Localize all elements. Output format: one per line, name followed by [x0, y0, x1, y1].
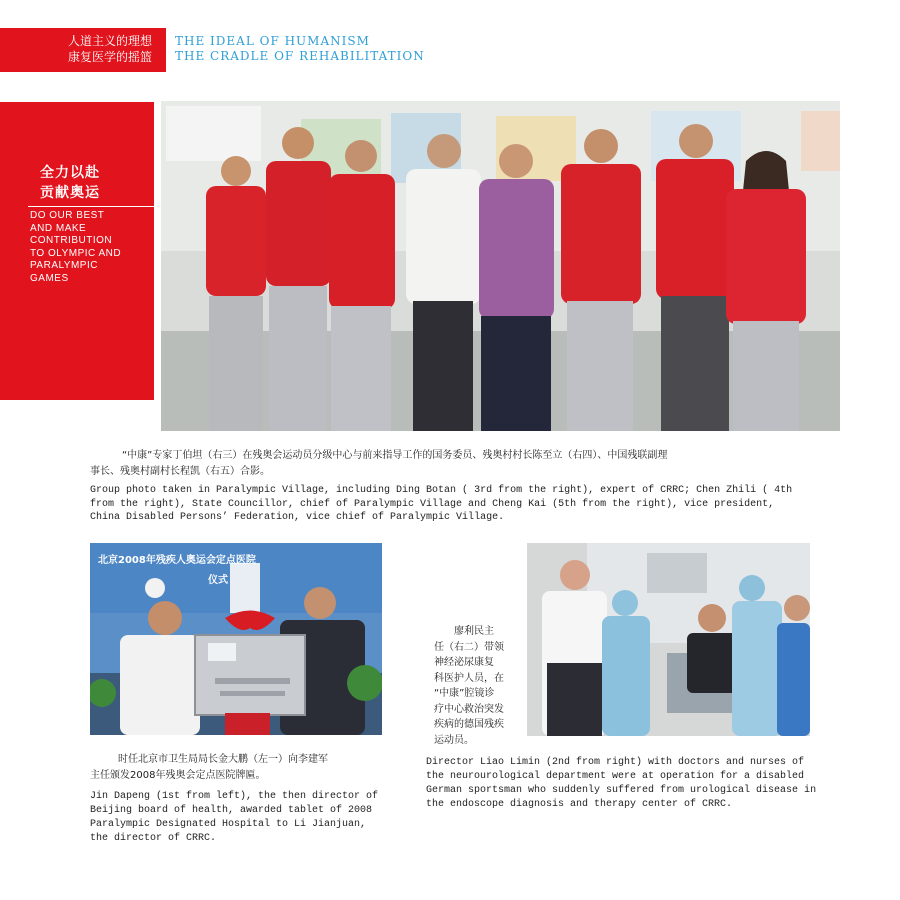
caption-cn-line: “中康”腔镜诊: [434, 688, 495, 699]
caption-cn-line: 神经泌尿康复: [434, 657, 494, 668]
ceremony-banner-text-2: 仪式: [208, 575, 228, 586]
section-en-line: GAMES: [30, 272, 69, 284]
group-photo: [161, 101, 840, 431]
caption-en-line: the neurourological department were at operation for a disabled: [426, 771, 805, 782]
header-title-cn-1: 人道主义的理想: [68, 34, 153, 48]
caption-en-line: Jin Dapeng (1st from left), the then director of: [90, 791, 379, 802]
caption-cn-line: 廖利民主: [454, 626, 494, 637]
section-title-cn-2: 贡献奥运: [40, 185, 100, 201]
plaque-ceremony-photo: [90, 543, 382, 735]
group-photo-caption-cn: [90, 448, 667, 480]
caption-en-line: Group photo taken in Paralympic Village, including Ding Botan ( 3rd from the right), expert of CRRC; Chen Zhili ( 4th: [90, 485, 793, 496]
caption-cn-line: 事长、残奥村副村长程凯（右五）合影。: [90, 466, 270, 477]
header-title-en-1: THE IDEAL OF HUMANISM: [175, 34, 370, 48]
caption-en-line: China Disabled Persons’ Federation, vice chief of Paralympic Village.: [90, 512, 505, 523]
caption-en-line: Beijing board of health, awarded tablet of 2008: [90, 805, 373, 816]
section-divider: [28, 206, 154, 207]
caption-cn-line: 时任北京市卫生局局长金大鹏（左一）向李建军: [118, 754, 328, 765]
ceremony-banner-text: 北京2008年残疾人奥运会定点医院: [98, 555, 256, 566]
header-title-cn-2: 康复医学的摇篮: [68, 50, 153, 64]
section-en-line: AND MAKE: [30, 222, 87, 234]
section-title-en: [30, 210, 152, 285]
caption-cn-line: 运动员。: [434, 734, 474, 746]
section-en-line: CONTRIBUTION: [30, 235, 113, 246]
caption-en-line: German sportsman who suddenly suffered from urological disease in: [426, 785, 817, 796]
operation-photo: [527, 543, 810, 736]
section-en-line: TO OLYMPIC AND: [30, 247, 122, 259]
caption-en-line: Paralympic Designated Hospital to Li Jianjuan,: [90, 819, 367, 830]
caption-en-line: the endoscope diagnosis and therapy center of CRRC.: [426, 799, 733, 810]
plaque-photo-caption-cn: [90, 752, 328, 784]
caption-en-line: the director of CRRC.: [90, 833, 217, 844]
header-title-en-2: THE CRADLE OF REHABILITATION: [175, 49, 425, 63]
caption-en-line: from the right), State Councillor, chief of Paralympic Village and Cheng Kai (5th from the right), vice president,: [90, 498, 775, 510]
caption-cn-line: 疾病的德国残疾: [434, 719, 504, 730]
group-photo-caption-en: [90, 484, 792, 525]
section-en-line: DO OUR BEST: [30, 210, 105, 221]
section-title-cn-1: 全力以赴: [40, 165, 100, 181]
operation-photo-caption-cn: [434, 624, 504, 748]
operation-photo-caption-en: [426, 756, 816, 812]
caption-en-line: Director Liao Limin (2nd from right) with doctors and nurses of: [426, 757, 805, 768]
plaque-photo-caption-en: [90, 790, 378, 846]
caption-cn-line: 任（右二）带领: [434, 641, 504, 653]
caption-cn-line: “中康”专家丁伯坦（右三）在残奥会运动员分级中心与前来指导工作的国务委员、残奥村村长陈至立（右四）、中国残联副理: [122, 450, 668, 461]
section-en-line: PARALYMPIC: [30, 260, 98, 271]
caption-cn-line: 科医护人员，在: [434, 672, 504, 684]
caption-cn-line: 主任颁发2008年残奥会定点医院牌匾。: [90, 770, 266, 781]
caption-cn-line: 疗中心救治突发: [434, 703, 504, 715]
